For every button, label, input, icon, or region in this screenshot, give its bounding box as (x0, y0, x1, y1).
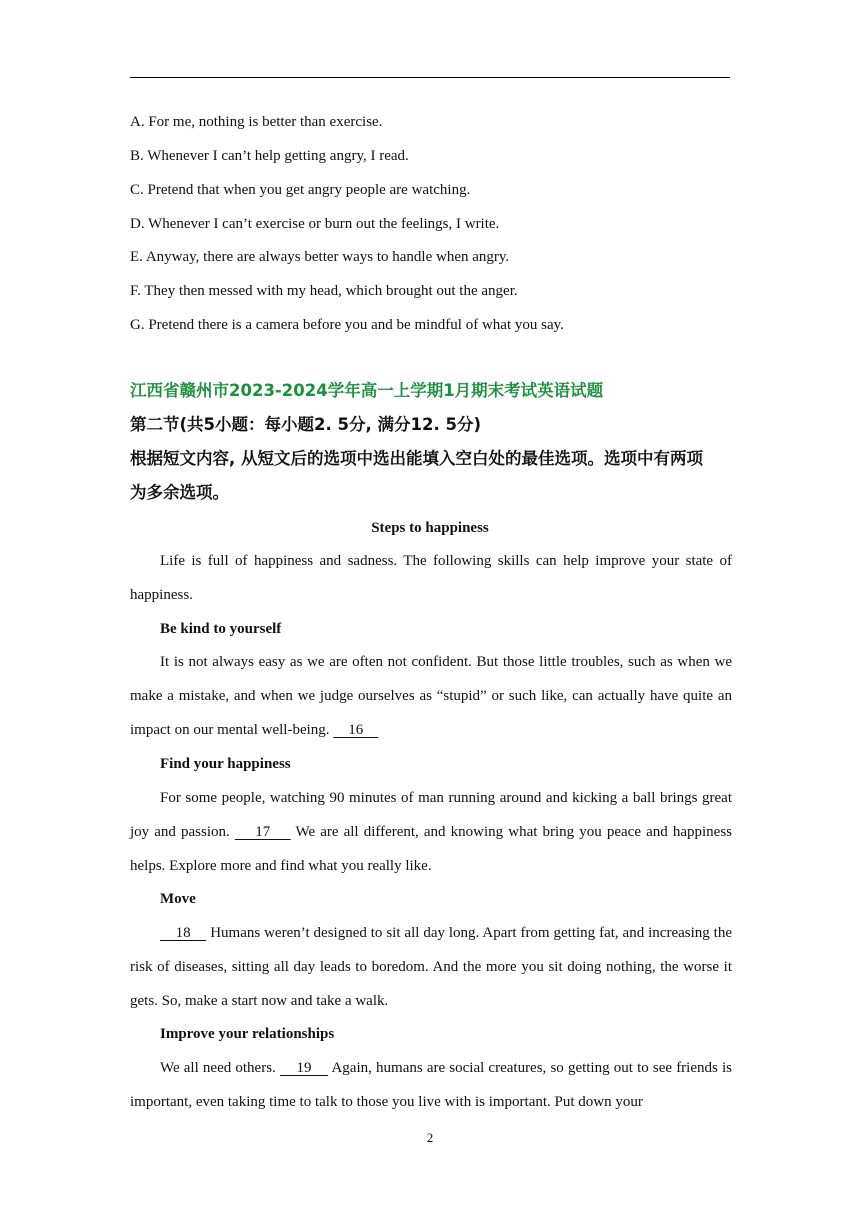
paragraph-move (130, 916, 732, 1018)
blank-16: 16 (333, 722, 379, 738)
paragraph-relationships (130, 1051, 732, 1119)
heading-relationships: Improve your relationships (160, 1026, 335, 1042)
instructions-line-1: 根据短文内容, 从短文后的选项中选出能填入空白处的最佳选项。选项中有两项 (130, 449, 704, 468)
blank-19: 19 (279, 1060, 329, 1076)
passage-title: Steps to happiness (371, 520, 489, 536)
paragraph-text: It is not always easy as we are often not confident. But those little troubles, such as when we make a mistake, and when we judge ourselves as “stupid” or such like, can actually have quite an impact on our mental well-being. (130, 654, 732, 738)
paragraph-text: We all need others. (160, 1060, 280, 1076)
paragraph-text: We are all different, and knowing what bring you peace and happiness helps. Explore more and find what you really like. (130, 824, 733, 874)
blank-18: 18 (160, 925, 207, 941)
option-f: F. They then messed with my head, which brought out the anger. (130, 283, 518, 299)
paragraph-text: Again, humans are social creatures, so getting out to see friends is important, even taking time to talk to those you live with is important. Put down your (130, 1060, 732, 1110)
option-c: C. Pretend that when you get angry people are watching. (130, 182, 471, 198)
instructions-line-2: 为多余选项。 (130, 483, 229, 502)
heading-move: Move (160, 891, 196, 907)
page-number: 2 (426, 1130, 434, 1145)
heading-find-happiness: Find your happiness (160, 756, 291, 772)
option-d: D. Whenever I can’t exercise or burn out the feelings, I write. (130, 216, 500, 232)
source-title: 江西省赣州市2023-2024学年高一上学期1月期末考试英语试题 (130, 381, 604, 400)
option-b: B. Whenever I can’t help getting angry, I read. (130, 148, 409, 164)
section-heading: 第二节(共5小题：每小题2. 5分, 满分12. 5分) (130, 415, 482, 434)
passage-intro: Life is full of happiness and sadness. The following skills can help improve your state of happiness. (130, 553, 732, 603)
option-g: G. Pretend there is a camera before you and be mindful of what you say. (130, 317, 564, 333)
paragraph-text: Humans weren’t designed to sit all day long. Apart from getting fat, and increasing the risk of diseases, sitting all day leads to boredom. And the more you sit doing nothing, the worse it gets. So, make a start now and take a walk. (130, 925, 733, 1009)
heading-be-kind: Be kind to yourself (160, 621, 282, 637)
paragraph-find-happiness (130, 781, 732, 883)
paragraph-text: For some people, watching 90 minutes of man running around and kicking a ball brings great joy and passion. (130, 790, 732, 840)
option-a: A. For me, nothing is better than exercise. (130, 114, 383, 130)
blank-17: 17 (234, 824, 291, 840)
paragraph-be-kind (130, 645, 732, 747)
header-rule (130, 77, 730, 78)
option-e: E. Anyway, there are always better ways to handle when angry. (130, 249, 510, 265)
